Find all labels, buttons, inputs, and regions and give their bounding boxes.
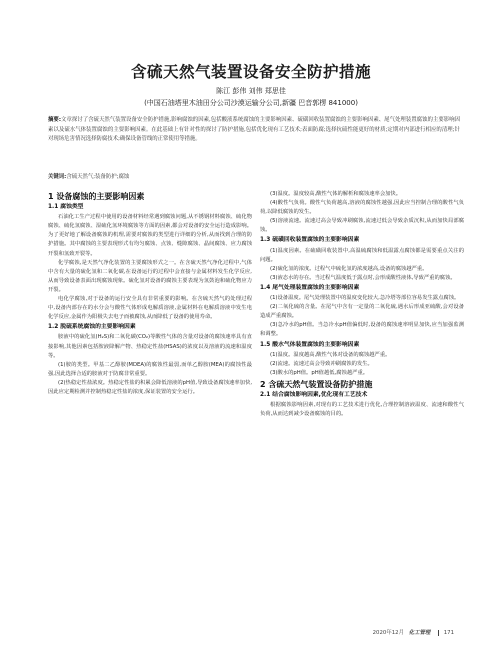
subsection-heading: 1.4 尾气处理装置腐蚀的主要影响因素 [260, 284, 360, 291]
paper-title: 含硫天然气装置设备安全防护措施 [130, 63, 371, 81]
subsection-heading: 1.5 酸水气体装置腐蚀的主要影响因素 [260, 341, 360, 348]
subsection-heading: 1.1 腐蚀类型 [48, 204, 84, 211]
subsection-heading: 1.2 脱硫系统腐蚀的主要影响因素 [48, 324, 136, 331]
right-column [260, 190, 464, 419]
body-paragraph: 胺液中的硫化氢(H₂S)和二氧化碳(CO₂)等酸性气体的含量对设备的腐蚀速率具有直接影响,其他因素包括胺液降解产物、热稳定性盐(HSAS)的浓度以及溶液的流速和温度等。 [48, 334, 252, 359]
section-heading: 2 含硫天然气装置设备防护措施 [260, 379, 373, 389]
body-paragraph: (4)酸性气负荷。酸性气负荷越高,溶液的腐蚀性越强,因此应当控制合理的酸性气负荷,以降低腐蚀的发生。 [260, 200, 464, 216]
body-paragraph: (2)热稳定性盐浓度。热稳定性盐的积累会降低溶液的pH值,导致设备腐蚀速率加快,因此应定期检测并控制热稳定性盐的浓度,保证装置的安全运行。 [48, 379, 252, 395]
body-paragraph: 根据腐蚀影响因素,对现有的工艺技术进行优化,合理控制溶液温度、流速和酸性气负荷,从而达到减少设备腐蚀的目的。 [260, 402, 464, 418]
affiliation: (中国石油塔里木油田分公司沙漠运输分公司,新疆 巴音郭楞 841000) [144, 99, 358, 107]
body-paragraph: (1)胺的类型。甲基二乙醇胺(MDEA)的腐蚀性最弱,而单乙醇胺(MEA)的腐蚀性最强,因此选择合适的胺液对于防腐非常重要。 [48, 361, 252, 377]
page-footer [0, 628, 454, 636]
abstract-label: 摘要: [48, 117, 61, 123]
keywords [48, 172, 460, 180]
body-paragraph: (3)急冷水的pH值。当急冷水pH值偏低时,设备的腐蚀速率明显加快,应当加强监测和调整。 [260, 322, 464, 338]
abstract-text: 文章探讨了含硫天然气装置设备安全防护措施,影响腐蚀的因素,包括酸液系统腐蚀的主要影响因素、硫磺回收装置腐蚀的主要影响因素、尾气处理装置腐蚀的主要影响因素以及硫水气体装置腐蚀的主要影响因素。在此基础上有针对性的探讨了防护措施,包括优化现有工艺技术;表面防腐;选择抗硫性能更好的材质;定期对内部进行相应的清理;针对现场危害情况选择防腐技术;确保设备管线的正常使用等措施。 [48, 117, 460, 142]
abstract [48, 116, 460, 145]
journal-name: 化工管理 [408, 630, 431, 636]
body-paragraph: (2)硫化氢的浓度。过程气中硫化氢的浓度越高,设备的腐蚀越严重。 [270, 265, 428, 272]
body-paragraph: (1)温度因素。在硫磺回收装置中,高温硫腐蚀和低温露点腐蚀都是需要重点关注的问题。 [260, 247, 464, 263]
subsection-heading: 2.1 结合腐蚀影响因素,优化现有工艺技术 [260, 391, 368, 398]
footer-date: 2020年12月 [372, 630, 404, 636]
body-paragraph: (3)温度。温度较高,酸性气体的解析和腐蚀速率会加快。 [270, 191, 402, 197]
body-paragraph: 石油化工生产过程中使用的设备材料经常遇到腐蚀问题,从不锈钢材料腐蚀、硫化物腐蚀、硫化氢腐蚀、湿硫化氢环境腐蚀等方面的因素,都会对设备的安全运行造成影响。为了更好地了解设备腐蚀的机理,需要对腐蚀的类型进行详细的分析,从而找到合理的防护措施。其中腐蚀的主要表现形式有均匀腐蚀、点蚀、缝隙腐蚀、晶间腐蚀、应力腐蚀开裂和氢致开裂等。 [48, 214, 252, 257]
author-list: 陈江 彭伟 刘伟 郑思佳 [216, 87, 286, 95]
body-paragraph: 电化学腐蚀,对于设备的运行安全具有非常重要的影响。在含硫天然气的处理过程中,设备内部存在的水分会与酸性气体形成电解质溶液,金属材料在电解质溶液中发生电化学反应,金属作为阳极失去电子而被腐蚀,从而降低了设备的使用寿命。 [48, 296, 252, 321]
body-paragraph: (5)溶液流速。流速过高会导致冲刷腐蚀,流速过低会导致杂质沉积,从而加快局部腐蚀。 [260, 218, 464, 234]
body-paragraph: (3)酸水的pH值。pH值越低,腐蚀越严重。 [270, 369, 369, 376]
subsection-heading: 1.3 硫磺回收装置腐蚀的主要影响因素 [260, 237, 360, 244]
body-paragraph: (3)液态水的存在。当过程气温度低于露点时,会形成酸性液体,导致严重的腐蚀。 [270, 274, 456, 281]
keywords-label: 关键词: [48, 174, 67, 180]
body-paragraph: (1)温度。温度越高,酸性气体对设备的腐蚀越严重。 [270, 351, 391, 358]
body-paragraph: (2)流速。流速过高会导致冲刷腐蚀的发生。 [270, 360, 373, 367]
section-heading: 1 设备腐蚀的主要影响因素 [48, 192, 145, 201]
body-paragraph: (1)设备温度。尾气处理装置中的温度变化较大,急冷塔等部位容易发生露点腐蚀。 [270, 295, 460, 302]
body-paragraph: (2)二氧化硫的含量。在尾气中含有一定量的二氧化硫,遇水后形成亚硫酸,会对设备造成严重腐蚀。 [260, 304, 464, 320]
body-paragraph: 化学腐蚀,是天然气净化装置的主要腐蚀形式之一。在含硫天然气净化过程中,气体中含有大量的硫化氢和二氧化碳,在设备运行的过程中会直接与金属材料发生化学反应,从而导致设备表面出现腐蚀现象。硫化氢对设备的腐蚀主要表现为氢鼓泡和硫化物应力开裂。 [48, 259, 252, 293]
footer-divider [438, 630, 439, 636]
page-number: 171 [443, 630, 454, 636]
left-column [48, 190, 252, 397]
keywords-text: 含硫天然气;装备防护;腐蚀 [66, 174, 130, 180]
